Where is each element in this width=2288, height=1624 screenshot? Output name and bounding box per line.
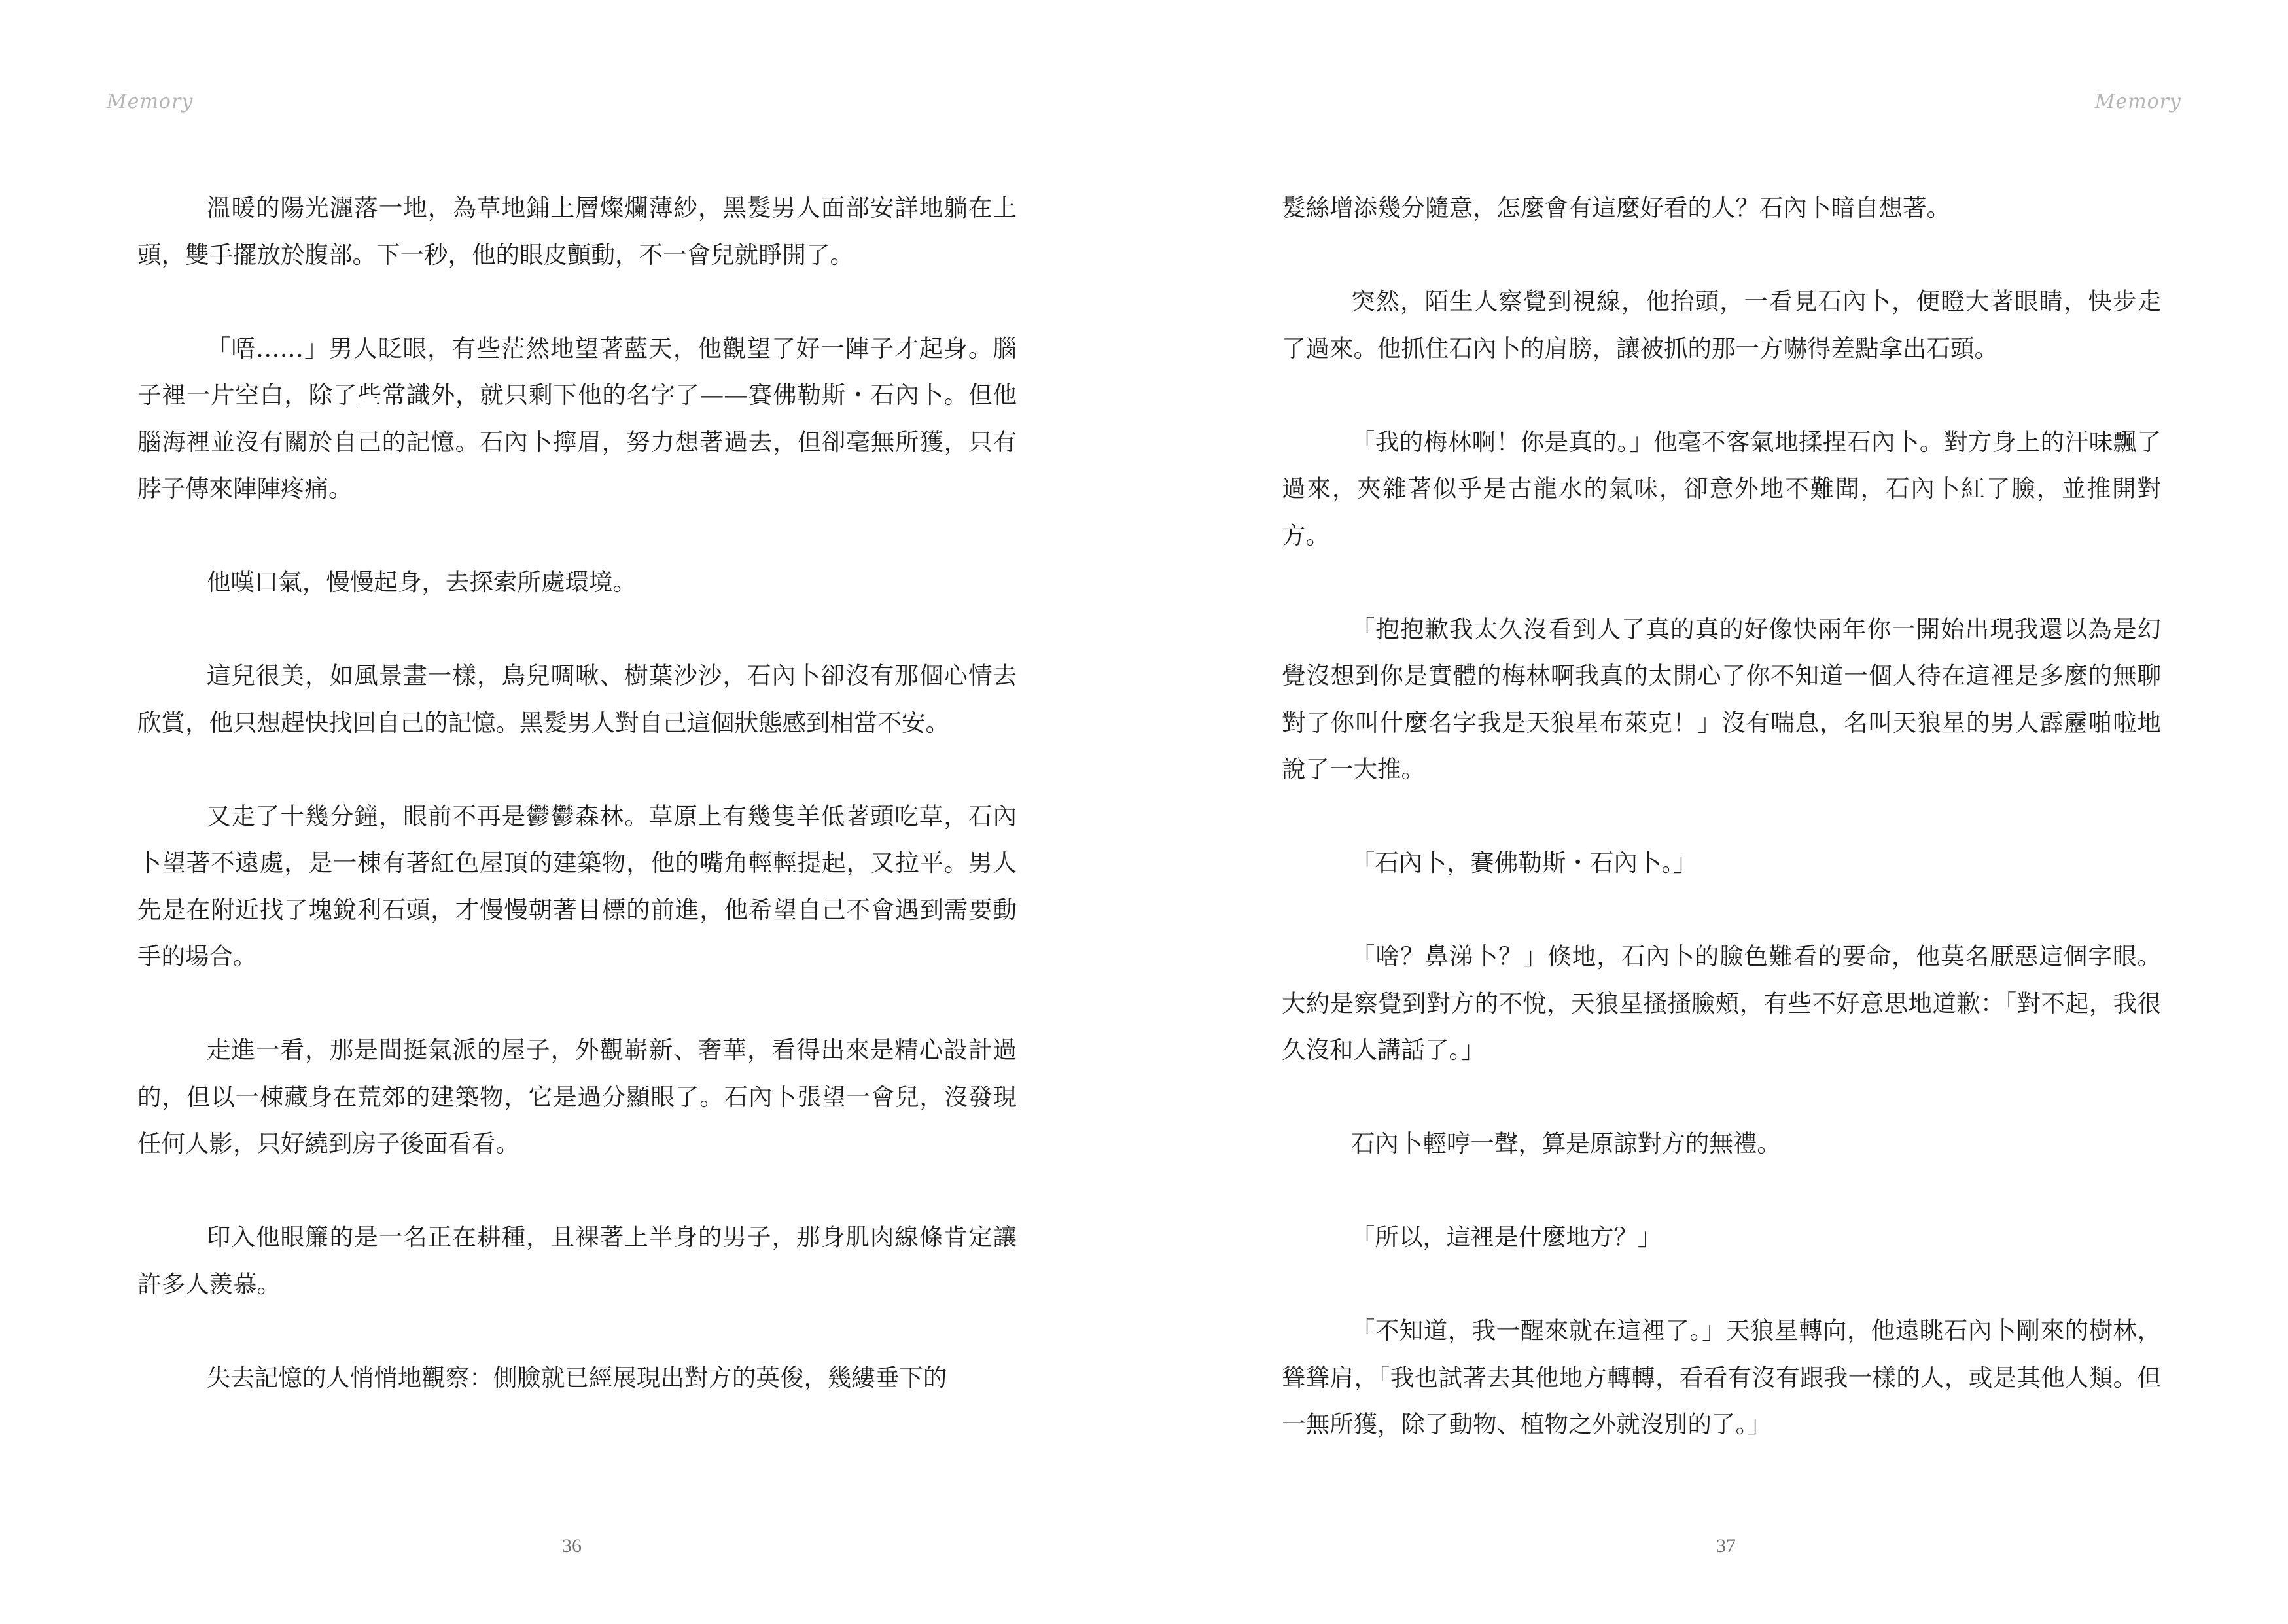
page-number: 37 xyxy=(1716,1535,1736,1557)
paragraph: 「我的梅林啊！你是真的。」他毫不客氣地揉捏石內卜。對方身上的汗味飄了過來，夾雜著似乎是古龍水的氣味，卻意外地不難聞，石內卜紅了臉，並推開對方。 xyxy=(1282,427,2161,550)
right-page xyxy=(1144,0,2288,1624)
paragraph: 走進一看，那是間挺氣派的屋子，外觀嶄新、奢華，看得出來是精心設計過的，但以一棟藏身在荒郊的建築物，它是過分顯眼了。石內卜張望一會兒，沒發現任何人影，只好繞到房子後面看看。 xyxy=(137,1036,1017,1157)
page-body xyxy=(137,185,1017,1401)
running-head: Memory xyxy=(2094,90,2181,113)
running-head: Memory xyxy=(107,90,194,113)
paragraph: 「石內卜，賽佛勒斯・石內卜。」 xyxy=(1350,849,1698,877)
paragraph: 又走了十幾分鐘，眼前不再是鬱鬱森林。草原上有幾隻羊低著頭吃草，石內卜望著不遠處，是一棟有著紅色屋頂的建築物，他的嘴角輕輕提起，又拉平。男人先是在附近找了塊銳利石頭，才慢慢朝著目標的前進，他希望自己不會遇到需要動手的場合。 xyxy=(137,802,1017,970)
paragraph: 他嘆口氣，慢慢起身，去探索所處環境。 xyxy=(206,568,637,596)
continued-paragraph: 髮絲增添幾分隨意，怎麼會有這麼好看的人？石內卜暗自想著。 xyxy=(1282,194,1950,222)
paragraph: 失去記憶的人悄悄地觀察：側臉就已經展現出對方的英俊，幾縷垂下的 xyxy=(206,1363,947,1392)
paragraph: 「唔……」男人眨眼，有些茫然地望著藍天，他觀望了好一陣子才起身。腦子裡一片空白，除了些常識外，就只剩下他的名字了——賽佛勒斯・石內卜。但他腦海裡並沒有關於自己的記憶。石內卜擰眉，努力想著過去，但卻毫無所獲，只有脖子傳來陣陣疼痛。 xyxy=(137,334,1017,503)
paragraph: 這兒很美，如風景畫一樣，鳥兒啁啾、樹葉沙沙，石內卜卻沒有那個心情去欣賞，他只想趕快找回自己的記憶。黑髮男人對自己這個狀態感到相當不安。 xyxy=(137,662,1017,737)
page-number: 36 xyxy=(562,1535,582,1557)
paragraph: 「所以，這裡是什麼地方？」 xyxy=(1350,1223,1662,1251)
paragraph: 突然，陌生人察覺到視線，他抬頭，一看見石內卜，便瞪大著眼睛，快步走了過來。他抓住石內卜的肩膀，讓被抓的那一方嚇得差點拿出石頭。 xyxy=(1282,287,2161,362)
page-body xyxy=(1282,185,2161,1448)
paragraph: 「抱抱歉我太久沒看到人了真的真的好像快兩年你一開始出現我還以為是幻覺沒想到你是實體的梅林啊我真的太開心了你不知道一個人待在這裡是多麼的無聊對了你叫什麼名字我是天狼星布萊克！」沒有喘息，名叫天狼星的男人霹靂啪啦地說了一大推。 xyxy=(1282,614,2161,783)
paragraph: 石內卜輕哼一聲，算是原諒對方的無禮。 xyxy=(1350,1129,1781,1157)
paragraph: 「啥？鼻涕卜？」倏地，石內卜的臉色難看的要命，他莫名厭惡這個字眼。大約是察覺到對方的不悅，天狼星搔搔臉頰，有些不好意思地道歉：「對不起，我很久沒和人講話了。」 xyxy=(1282,942,2161,1064)
paragraph: 「不知道，我一醒來就在這裡了。」天狼星轉向，他遠眺石內卜剛來的樹林，聳聳肩，「我也試著去其他地方轉轉，看看有沒有跟我一樣的人，或是其他人類。但一無所獲，除了動物、植物之外就沒別的了。」 xyxy=(1282,1316,2161,1438)
paragraph: 印入他眼簾的是一名正在耕種，且裸著上半身的男子，那身肌肉線條肯定讓許多人羨慕。 xyxy=(137,1223,1017,1298)
paragraph: 溫暖的陽光灑落一地，為草地鋪上層燦爛薄紗，黑髮男人面部安詳地躺在上頭，雙手擺放於腹部。下一秒，他的眼皮顫動，不一會兒就睜開了。 xyxy=(137,194,1017,269)
